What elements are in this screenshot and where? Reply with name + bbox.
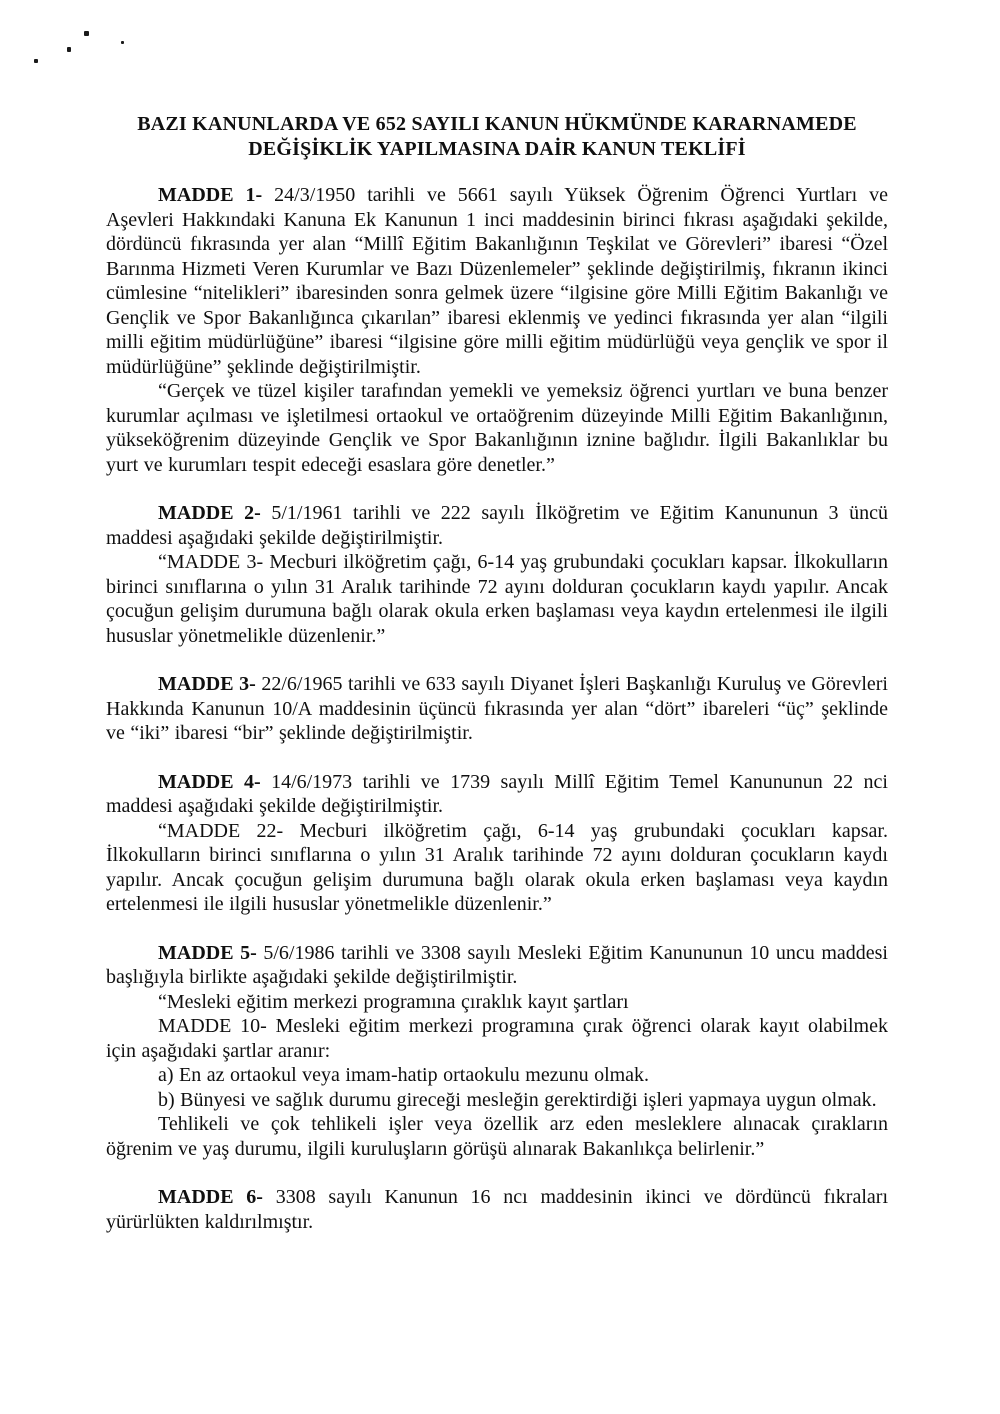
madde-10-paragraph xyxy=(106,1014,888,1063)
scan-speck xyxy=(34,59,38,63)
document-content xyxy=(106,112,888,1234)
madde-4-quote-text: “MADDE 22- Mecburi ilköğretim çağı, 6-14 yaş grubundaki çocukları kapsar. İlkokulların birinci sınıflarına o yılın 31 Aralık tarihinde 72 ayını dolduran çocukların kaydı yapılır. Ancak çocuğun gelişim durumuna bağlı olarak okula erken başlaması veya kaydın ertelenmesi ile ilgili hususlar yönetmelikle düzenlenir.” xyxy=(106,819,888,915)
document-title-line1: BAZI KANUNLARDA VE 652 SAYILI KANUN HÜKMÜNDE KARARNAMEDE xyxy=(137,113,857,135)
madde-10-text: MADDE 10- Mesleki eğitim merkezi programına çırak öğrenci olarak kayıt olabilmek için aşağıdaki şartlar aranır: xyxy=(106,1015,888,1062)
madde-6-label: MADDE 6- xyxy=(158,1186,263,1208)
madde-6-text: 3308 sayılı Kanunun 16 ncı maddesinin ikinci ve dördüncü fıkraları yürürlükten kaldırılmıştır. xyxy=(106,1186,888,1233)
madde-1-paragraph xyxy=(106,183,888,379)
madde-10-item-b xyxy=(106,1088,888,1113)
madde-2-paragraph xyxy=(106,501,888,550)
madde-5-text: 5/6/1986 tarihli ve 3308 sayılı Mesleki Eğitim Kanununun 10 uncu maddesi başlığıyla birlikte aşağıdaki şekilde değiştirilmiştir. xyxy=(106,941,888,988)
madde-4-text: 14/6/1973 tarihli ve 1739 sayılı Millî Eğitim Temel Kanununun 22 nci maddesi aşağıdaki şekilde değiştirilmiştir. xyxy=(106,770,888,817)
madde-2-quote-text: “MADDE 3- Mecburi ilköğretim çağı, 6-14 yaş grubundaki çocukları kapsar. İlkokulların birinci sınıflarına o yılın 31 Aralık tarihinde 72 ayını dolduran çocukların kaydı yapılır. Ancak çocuğun gelişim durumuna bağlı olarak okula erken başlaması veya kaydın ertelenmesi ile ilgili hususlar yönetmelikle düzenlenir.” xyxy=(106,551,888,647)
madde-2-text: 5/1/1961 tarihli ve 222 sayılı İlköğretim ve Eğitim Kanununun 3 üncü maddesi aşağıdaki şekilde değiştirilmiştir. xyxy=(106,502,888,549)
apprentice-provision-text: Tehlikeli ve çok tehlikeli işler veya özellik arz eden mesleklere alınacak çırakların öğrenim ve yaş durumu, ilgili kuruluşların görüşü alınarak Bakanlıkça belirlenir.” xyxy=(106,1113,888,1160)
document-title xyxy=(106,112,888,162)
madde-5-quoted-heading xyxy=(106,990,888,1015)
apprentice-provision-paragraph xyxy=(106,1112,888,1161)
madde-10-item-a xyxy=(106,1063,888,1088)
madde-3-label: MADDE 3- xyxy=(158,673,256,695)
madde-3-paragraph xyxy=(106,672,888,746)
madde-2-quoted-text xyxy=(106,550,888,648)
scan-speck xyxy=(84,31,89,36)
madde-1-label: MADDE 1- xyxy=(158,184,263,206)
madde-3-text: 22/6/1965 tarihli ve 633 sayılı Diyanet İşleri Başkanlığı Kuruluş ve Görevleri Hakkında Kanunun 10/A maddesinin üçüncü fıkrasında yer alan “dört” ibareleri “üç” şeklinde ve “iki” ibaresi “bir” şeklinde değiştirilmiştir. xyxy=(106,673,888,744)
madde-4-label: MADDE 4- xyxy=(158,770,261,793)
scan-speck xyxy=(67,47,71,52)
madde-1-text: 24/3/1950 tarihli ve 5661 sayılı Yüksek Öğrenim Öğrenci Yurtları ve Aşevleri Hakkındaki Kanuna Ek Kanunun 1 inci maddesinin birinci fıkrası aşağıdaki şekilde, dördüncü fıkrasında yer alan “Millî Eğitim Bakanlığının Teşkilat ve Görevleri” ibaresi “Özel Barınma Hizmeti Veren Kurumlar ve Bazı Düzenlemeler” şeklinde değiştirilmiş, fıkranın ikinci cümlesine “nitelikleri” ibaresinden sonra gelmek üzere “ilgisine göre Milli Eğitim Bakanlığı ve Gençlik ve Spor Bakanlığınca çıkarılan” ibaresi eklenmiş ve yedinci fıkrasında yer alan “ilgili milli eğitim müdürlüğüne” ibaresi “ilgisine göre milli eğitim müdürlüğü veya gençlik ve spor il müdürlüğüne” şeklinde değiştirilmiştir. xyxy=(106,184,888,378)
madde-6-paragraph xyxy=(106,1185,888,1234)
madde-4-paragraph xyxy=(106,770,888,819)
madde-1-quote-text: “Gerçek ve tüzel kişiler tarafından yemekli ve yemeksiz öğrenci yurtları ve buna benzer kurumlar açılması ve işletilmesi ortaokul ve ortaöğrenim düzeyinde Milli Eğitim Bakanlığının, yükseköğrenim düzeyinde Gençlik ve Spor Bakanlığının iznine bağlıdır. İlgili Bakanlıklar bu yurt ve kurumları tespit edeceği esaslara göre denetler.” xyxy=(106,380,888,476)
madde-1-quoted-text xyxy=(106,379,888,477)
madde-5-label: MADDE 5- xyxy=(158,941,257,964)
document-title-line2: DEĞİŞİKLİK YAPILMASINA DAİR KANUN TEKLİFİ xyxy=(248,138,746,160)
madde-10-item-b-text: b) Bünyesi ve sağlık durumu gireceği mesleğin gerektirdiği işleri yapmaya uygun olmak. xyxy=(158,1088,877,1111)
madde-10-item-a-text: a) En az ortaokul veya imam-hatip ortaokulu mezunu olmak. xyxy=(158,1064,650,1086)
madde-5-quote-heading-text: “Mesleki eğitim merkezi programına çıraklık kayıt şartları xyxy=(158,990,629,1013)
madde-4-quoted-text xyxy=(106,819,888,917)
madde-5-paragraph xyxy=(106,941,888,990)
scan-speck xyxy=(121,41,124,44)
madde-2-label: MADDE 2- xyxy=(158,502,261,524)
